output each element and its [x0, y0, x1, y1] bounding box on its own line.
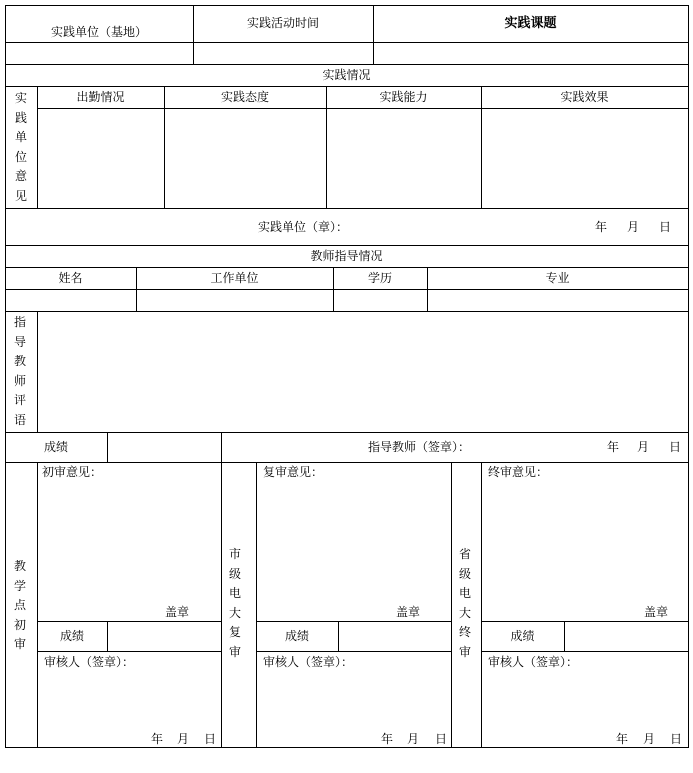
rule	[5, 311, 688, 312]
rule	[338, 621, 339, 651]
rule	[5, 267, 688, 268]
date-year: 年	[616, 732, 629, 746]
date-month: 月	[643, 732, 656, 746]
col-name: 姓名	[58, 271, 83, 285]
rule	[221, 432, 222, 748]
date-year: 年	[607, 440, 620, 454]
rule	[5, 289, 688, 290]
second-review-seal: 盖章	[396, 605, 421, 619]
rule	[193, 5, 194, 64]
date-month: 月	[177, 732, 190, 746]
rule	[688, 5, 689, 748]
col-attitude: 实践态度	[220, 90, 269, 104]
rule	[5, 86, 688, 87]
rule	[5, 208, 688, 209]
teacher-section-title: 教师指导情况	[310, 249, 383, 263]
col-workplace: 工作单位	[210, 271, 259, 285]
rule	[5, 462, 688, 463]
rule	[5, 42, 688, 43]
teacher-sign-line: 指导教师（签章）：	[368, 440, 471, 454]
rule	[5, 245, 688, 246]
rule	[564, 621, 565, 651]
teacher-score-label: 成绩	[43, 440, 68, 454]
practice-seal-line: 实践单位（章）：	[258, 220, 349, 234]
final-review-seal: 盖章	[644, 605, 669, 619]
rule	[37, 621, 221, 622]
final-reviewer-label: 审核人（签章）：	[488, 655, 579, 669]
rule	[37, 311, 38, 432]
rule	[5, 5, 6, 748]
final-review-side-label: 省级电大终审	[458, 547, 471, 659]
rule	[107, 432, 108, 462]
rule	[164, 86, 165, 208]
col-education: 学历	[367, 271, 392, 285]
col-attendance: 出勤情况	[76, 90, 125, 104]
rule	[37, 462, 38, 748]
first-review-seal: 盖章	[165, 605, 190, 619]
teacher-comment-label: 指导教师评语	[13, 315, 26, 427]
date-day: 日	[659, 220, 672, 234]
rule	[37, 86, 38, 208]
practice-side-label: 实践单位意见	[14, 91, 27, 203]
rule	[256, 651, 451, 652]
rule	[5, 747, 688, 748]
rule	[481, 86, 482, 208]
first-review-score-label: 成绩	[59, 629, 84, 643]
col-effect: 实践效果	[560, 90, 609, 104]
unit-label: 实践单位（基地）	[50, 25, 147, 39]
first-review-side-label: 教学点初审	[13, 559, 26, 651]
rule	[256, 621, 451, 622]
second-reviewer-label: 审核人（签章）：	[263, 655, 354, 669]
date-day: 日	[670, 732, 683, 746]
rule	[451, 462, 452, 748]
first-review-opinion-label: 初审意见：	[42, 465, 103, 479]
date-month: 月	[407, 732, 420, 746]
practice-section-title: 实践情况	[322, 68, 371, 82]
final-review-score-label: 成绩	[510, 629, 535, 643]
col-major: 专业	[545, 271, 570, 285]
rule	[256, 462, 257, 748]
date-year: 年	[595, 220, 608, 234]
second-review-side-label: 市级电大复审	[228, 547, 241, 659]
final-review-opinion-label: 终审意见：	[488, 465, 549, 479]
col-ability: 实践能力	[379, 90, 428, 104]
rule	[37, 108, 688, 109]
rule	[5, 64, 688, 65]
rule	[107, 621, 108, 651]
second-review-opinion-label: 复审意见：	[263, 465, 324, 479]
date-month: 月	[627, 220, 640, 234]
rule	[481, 651, 688, 652]
rule	[37, 651, 221, 652]
date-day: 日	[669, 440, 682, 454]
rule	[373, 5, 374, 64]
date-year: 年	[381, 732, 394, 746]
date-day: 日	[435, 732, 448, 746]
second-review-score-label: 成绩	[284, 629, 309, 643]
date-month: 月	[637, 440, 650, 454]
rule	[481, 462, 482, 748]
rule	[5, 5, 688, 6]
time-label: 实践活动时间	[246, 16, 319, 30]
topic-label: 实践课题	[504, 16, 557, 31]
rule	[481, 621, 688, 622]
date-year: 年	[151, 732, 164, 746]
first-reviewer-label: 审核人（签章）：	[44, 655, 135, 669]
date-day: 日	[204, 732, 217, 746]
rule	[326, 86, 327, 208]
